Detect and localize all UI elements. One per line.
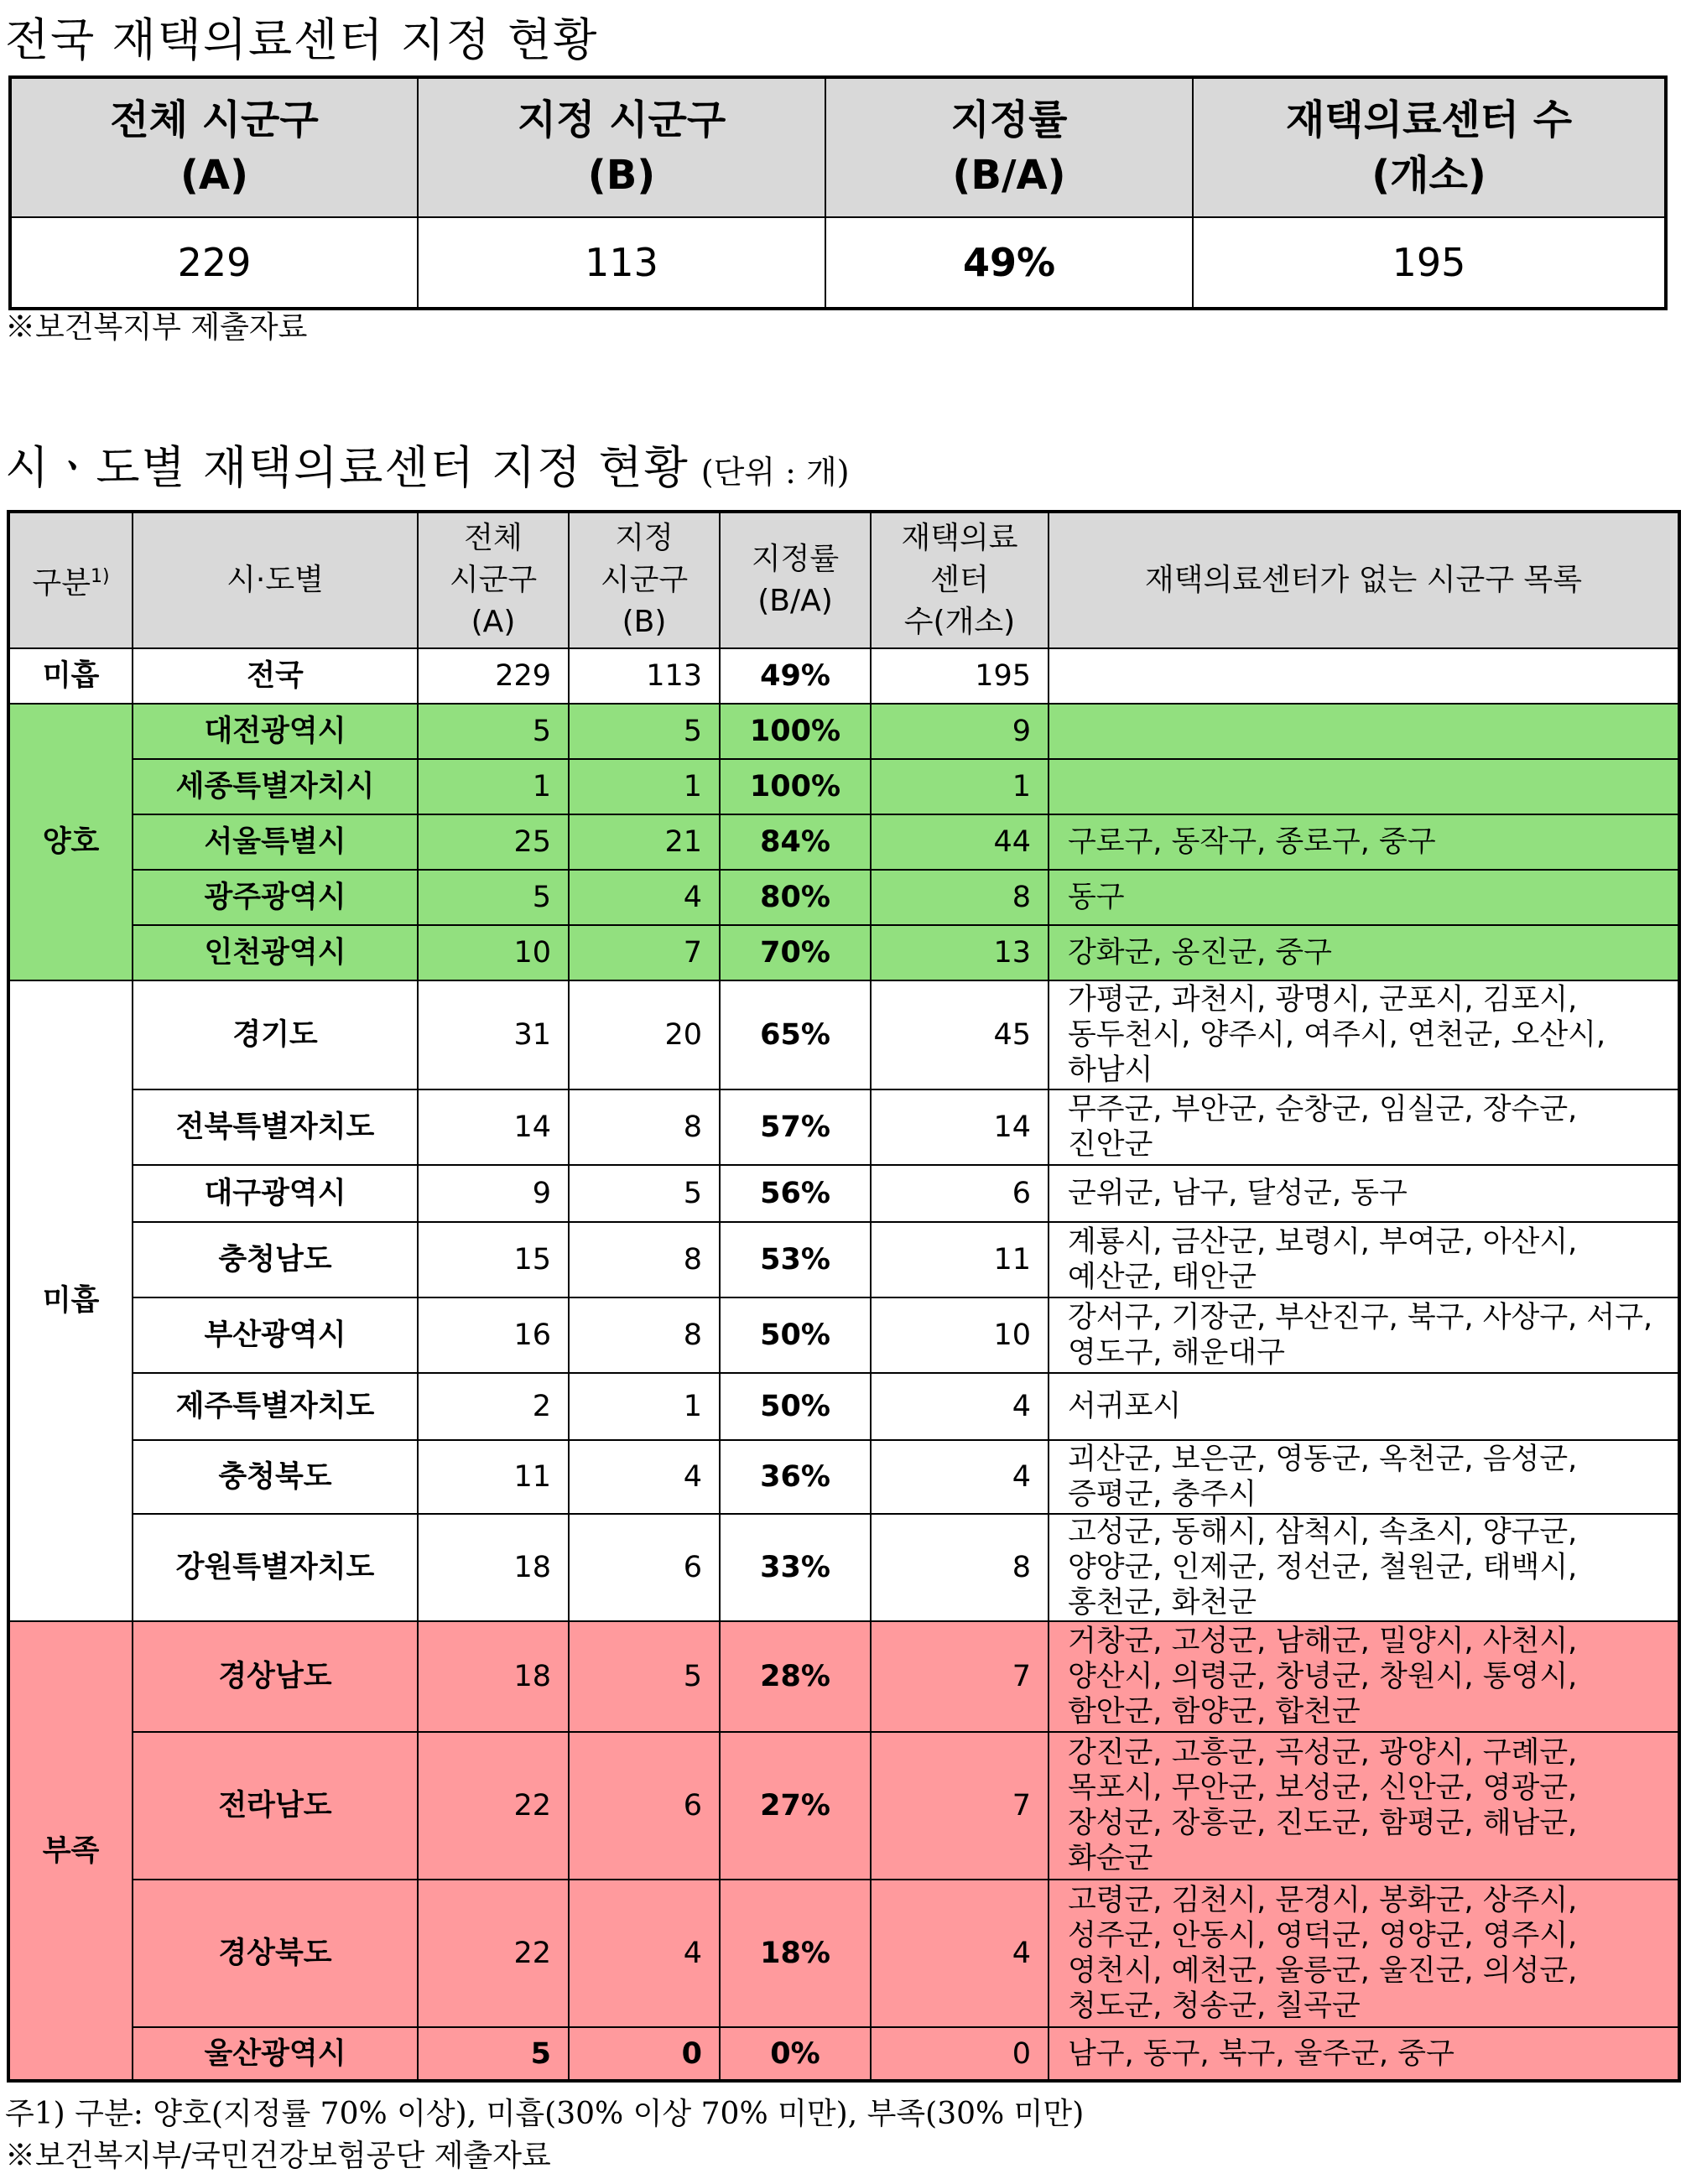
table-row xyxy=(8,704,1679,759)
missing-list-cell xyxy=(1049,1089,1679,1165)
designated-cell: 4 xyxy=(569,870,720,925)
missing-list-cell xyxy=(1049,1165,1679,1222)
missing-list-line: 증평군, 충주시 xyxy=(1068,1478,1257,1511)
summary-source-note: ※보건복지부 제출자료 xyxy=(5,310,308,345)
province-cell: 강원특별자치도 xyxy=(133,1514,418,1621)
province-cell: 충청남도 xyxy=(133,1222,418,1297)
total-cell: 18 xyxy=(418,1514,569,1621)
total-cell: 9 xyxy=(418,1165,569,1222)
footnote: 주1) 구분: 양호(지정률 70% 이상), 미흡(30% 이상 70% 미만), 부족(30% 미만) xyxy=(5,2097,1085,2131)
rate-cell: 56% xyxy=(720,1165,871,1222)
missing-list-line: 함안군, 함양군, 합천군 xyxy=(1068,1695,1361,1729)
missing-list-line: 가평군, 과천시, 광명시, 군포시, 김포시, xyxy=(1068,983,1578,1017)
designated-cell: 21 xyxy=(569,814,720,870)
summary-rate-value: 49% xyxy=(825,217,1193,309)
missing-list-line: 강화군, 옹진군, 중구 xyxy=(1068,936,1332,970)
designated-cell: 4 xyxy=(569,1440,720,1514)
table-row xyxy=(8,1880,1679,2027)
total-cell: 1 xyxy=(418,759,569,814)
designated-cell: 7 xyxy=(569,925,720,980)
total-cell: 5 xyxy=(418,870,569,925)
designated-cell: 4 xyxy=(569,1880,720,2027)
missing-list-line: 영천시, 예천군, 울릉군, 울진군, 의성군, xyxy=(1068,1954,1578,1988)
table-row xyxy=(8,1440,1679,1514)
centers-cell: 8 xyxy=(871,1514,1049,1621)
header-designation-rate: 지정률 (B/A) xyxy=(825,77,1193,217)
missing-list-cell xyxy=(1049,1440,1679,1514)
rate-cell: 53% xyxy=(720,1222,871,1297)
rate-cell: 33% xyxy=(720,1514,871,1621)
centers-cell: 7 xyxy=(871,1621,1049,1732)
centers-cell: 7 xyxy=(871,1732,1049,1880)
province-cell: 인천광역시 xyxy=(133,925,418,980)
total-cell: 11 xyxy=(418,1440,569,1514)
missing-list-cell xyxy=(1049,1222,1679,1297)
missing-list-line: 장성군, 장흥군, 진도군, 함평군, 해남군, xyxy=(1068,1807,1578,1840)
table-row xyxy=(8,648,1679,704)
rate-cell: 50% xyxy=(720,1373,871,1440)
table-row xyxy=(8,1297,1679,1373)
missing-list-line: 양양군, 인제군, 정선군, 철원군, 태백시, xyxy=(1068,1551,1578,1584)
total-cell: 16 xyxy=(418,1297,569,1373)
designated-cell: 8 xyxy=(569,1297,720,1373)
table-row xyxy=(8,980,1679,1089)
total-cell: 5 xyxy=(418,2027,569,2081)
province-cell: 광주광역시 xyxy=(133,870,418,925)
missing-list-line: 동두천시, 양주시, 여주시, 연천군, 오산시, xyxy=(1068,1018,1606,1052)
missing-list-line: 남구, 동구, 북구, 울주군, 중구 xyxy=(1068,2036,1454,2071)
missing-list-cell xyxy=(1049,1880,1679,2027)
table-row xyxy=(8,1089,1679,1165)
table-row xyxy=(8,1621,1679,1732)
rate-cell: 50% xyxy=(720,1297,871,1373)
centers-cell: 9 xyxy=(871,704,1049,759)
total-cell: 22 xyxy=(418,1732,569,1880)
designated-cell: 5 xyxy=(569,1621,720,1732)
rate-cell: 65% xyxy=(720,980,871,1089)
table-row xyxy=(8,1222,1679,1297)
rate-cell: 80% xyxy=(720,870,871,925)
missing-list-line: 괴산군, 보은군, 영동군, 옥천군, 음성군, xyxy=(1068,1443,1578,1476)
missing-list-cell xyxy=(1049,1373,1679,1440)
centers-cell: 1 xyxy=(871,759,1049,814)
total-cell: 25 xyxy=(418,814,569,870)
header-designated-districts: 지정 시군구 (B) xyxy=(418,77,825,217)
missing-list-line: 화순군 xyxy=(1068,1842,1153,1875)
rate-cell: 84% xyxy=(720,814,871,870)
total-cell: 229 xyxy=(418,648,569,704)
missing-list-line: 홍천군, 화천군 xyxy=(1068,1586,1257,1620)
detail-source-note: ※보건복지부/국민건강보험공단 제출자료 xyxy=(5,2139,551,2173)
centers-cell: 13 xyxy=(871,925,1049,980)
total-cell: 2 xyxy=(418,1373,569,1440)
centers-cell: 8 xyxy=(871,870,1049,925)
rate-cell: 100% xyxy=(720,759,871,814)
col-header-designated: 지정 시군구 (B) xyxy=(569,512,720,648)
missing-list-line: 강진군, 고흥군, 곡성군, 광양시, 구례군, xyxy=(1068,1736,1578,1770)
table-row xyxy=(8,925,1679,980)
missing-list-cell xyxy=(1049,980,1679,1089)
centers-cell: 45 xyxy=(871,980,1049,1089)
missing-list-cell xyxy=(1049,925,1679,980)
missing-list-line: 동구 xyxy=(1068,881,1125,914)
missing-list-cell xyxy=(1049,759,1679,814)
table-row xyxy=(8,1165,1679,1222)
detail-title: 시ㆍ도별 재택의료센터 지정 현황 (단위 : 개) xyxy=(5,441,850,494)
province-cell: 울산광역시 xyxy=(133,2027,418,2081)
missing-list-cell xyxy=(1049,1621,1679,1732)
designated-cell: 5 xyxy=(569,1165,720,1222)
missing-list-line: 고령군, 김천시, 문경시, 봉화군, 상주시, xyxy=(1068,1884,1578,1917)
unit-label: (단위 : 개) xyxy=(700,454,850,491)
header-total-districts: 전체 시군구 (A) xyxy=(10,77,418,217)
missing-list-line: 거창군, 고성군, 남해군, 밀양시, 사천시, xyxy=(1068,1625,1578,1658)
missing-list-line: 목포시, 무안군, 보성군, 신안군, 영광군, xyxy=(1068,1771,1578,1805)
col-header-centers: 재택의료 센터 수(개소) xyxy=(871,512,1049,648)
designated-cell: 8 xyxy=(569,1222,720,1297)
total-cell: 5 xyxy=(418,704,569,759)
missing-list-cell xyxy=(1049,814,1679,870)
rate-cell: 36% xyxy=(720,1440,871,1514)
group-cell: 부족 xyxy=(8,1621,133,2081)
centers-cell: 10 xyxy=(871,1297,1049,1373)
designated-cell: 113 xyxy=(569,648,720,704)
missing-list-line: 진안군 xyxy=(1068,1128,1153,1162)
summary-designated-value: 113 xyxy=(418,217,825,309)
designated-cell: 6 xyxy=(569,1514,720,1621)
group-cell: 미흡 xyxy=(8,980,133,1621)
table-row xyxy=(8,1373,1679,1440)
designated-cell: 0 xyxy=(569,2027,720,2081)
total-cell: 14 xyxy=(418,1089,569,1165)
missing-list-cell xyxy=(1049,1514,1679,1621)
rate-cell: 57% xyxy=(720,1089,871,1165)
province-cell: 대구광역시 xyxy=(133,1165,418,1222)
missing-list-line: 고성군, 동해시, 삼척시, 속초시, 양구군, xyxy=(1068,1516,1578,1549)
table-row xyxy=(8,1732,1679,1880)
total-cell: 10 xyxy=(418,925,569,980)
total-cell: 15 xyxy=(418,1222,569,1297)
missing-list-line: 군위군, 남구, 달성군, 동구 xyxy=(1068,1177,1408,1210)
province-cell: 경상북도 xyxy=(133,1880,418,2027)
designated-cell: 1 xyxy=(569,1373,720,1440)
total-cell: 31 xyxy=(418,980,569,1089)
rate-cell: 18% xyxy=(720,1880,871,2027)
centers-cell: 44 xyxy=(871,814,1049,870)
missing-list-cell xyxy=(1049,2027,1679,2081)
table-row xyxy=(8,870,1679,925)
group-cell: 미흡 xyxy=(8,648,133,704)
summary-total-value: 229 xyxy=(10,217,418,309)
centers-cell: 0 xyxy=(871,2027,1049,2081)
province-cell: 부산광역시 xyxy=(133,1297,418,1373)
missing-list-cell xyxy=(1049,648,1679,704)
total-cell: 22 xyxy=(418,1880,569,2027)
col-header-total: 전체 시군구 (A) xyxy=(418,512,569,648)
rate-cell: 0% xyxy=(720,2027,871,2081)
col-header-group: 구분$^{1)}$ xyxy=(8,512,133,648)
summary-table xyxy=(8,75,1668,310)
province-cell: 경기도 xyxy=(133,980,418,1089)
centers-cell: 4 xyxy=(871,1373,1049,1440)
missing-list-line: 무주군, 부안군, 순창군, 임실군, 장수군, xyxy=(1068,1093,1578,1126)
rate-cell: 49% xyxy=(720,648,871,704)
province-cell: 경상남도 xyxy=(133,1621,418,1732)
rate-cell: 27% xyxy=(720,1732,871,1880)
missing-list-line: 하남시 xyxy=(1068,1053,1153,1087)
header-center-count: 재택의료센터 수 (개소) xyxy=(1193,77,1666,217)
designated-cell: 20 xyxy=(569,980,720,1089)
centers-cell: 4 xyxy=(871,1440,1049,1514)
table-row xyxy=(8,814,1679,870)
missing-list-cell xyxy=(1049,704,1679,759)
designated-cell: 1 xyxy=(569,759,720,814)
province-cell: 전라남도 xyxy=(133,1732,418,1880)
col-header-rate: 지정률 (B/A) xyxy=(720,512,871,648)
designated-cell: 5 xyxy=(569,704,720,759)
rate-cell: 100% xyxy=(720,704,871,759)
missing-list-line: 구로구, 동작구, 종로구, 중구 xyxy=(1068,825,1436,859)
table-row xyxy=(8,1514,1679,1621)
missing-list-line: 강서구, 기장군, 부산진구, 북구, 사상구, 서구, xyxy=(1068,1301,1653,1334)
missing-list-line: 양산시, 의령군, 창녕군, 창원시, 통영시, xyxy=(1068,1660,1578,1693)
province-cell: 서울특별시 xyxy=(133,814,418,870)
missing-list-cell xyxy=(1049,1732,1679,1880)
table-row xyxy=(8,759,1679,814)
centers-cell: 195 xyxy=(871,648,1049,704)
group-cell: 양호 xyxy=(8,704,133,980)
col-header-province: 시·도별 xyxy=(133,512,418,648)
province-cell: 대전광역시 xyxy=(133,704,418,759)
table-row xyxy=(8,2027,1679,2081)
missing-list-line: 성주군, 안동시, 영덕군, 영양군, 영주시, xyxy=(1068,1919,1578,1953)
centers-cell: 4 xyxy=(871,1880,1049,2027)
centers-cell: 11 xyxy=(871,1222,1049,1297)
province-cell: 전북특별자치도 xyxy=(133,1089,418,1165)
total-cell: 18 xyxy=(418,1621,569,1732)
rate-cell: 70% xyxy=(720,925,871,980)
summary-title: 전국 재택의료센터 지정 현황 xyxy=(5,13,599,66)
designated-cell: 6 xyxy=(569,1732,720,1880)
missing-list-line: 예산군, 태안군 xyxy=(1068,1261,1257,1294)
missing-list-cell xyxy=(1049,870,1679,925)
centers-cell: 14 xyxy=(871,1089,1049,1165)
missing-list-cell xyxy=(1049,1297,1679,1373)
col-header-missing-list: 재택의료센터가 없는 시군구 목록 xyxy=(1049,512,1679,648)
missing-list-line: 계룡시, 금산군, 보령시, 부여군, 아산시, xyxy=(1068,1225,1578,1259)
province-cell: 전국 xyxy=(133,648,418,704)
province-cell: 제주특별자치도 xyxy=(133,1373,418,1440)
summary-centers-value: 195 xyxy=(1193,217,1666,309)
centers-cell: 6 xyxy=(871,1165,1049,1222)
province-table xyxy=(7,510,1681,2083)
province-cell: 세종특별자치시 xyxy=(133,759,418,814)
province-cell: 충청북도 xyxy=(133,1440,418,1514)
missing-list-line: 영도구, 해운대구 xyxy=(1068,1336,1285,1370)
rate-cell: 28% xyxy=(720,1621,871,1732)
designated-cell: 8 xyxy=(569,1089,720,1165)
missing-list-line: 청도군, 청송군, 칠곡군 xyxy=(1068,1989,1361,2023)
missing-list-line: 서귀포시 xyxy=(1068,1390,1182,1423)
